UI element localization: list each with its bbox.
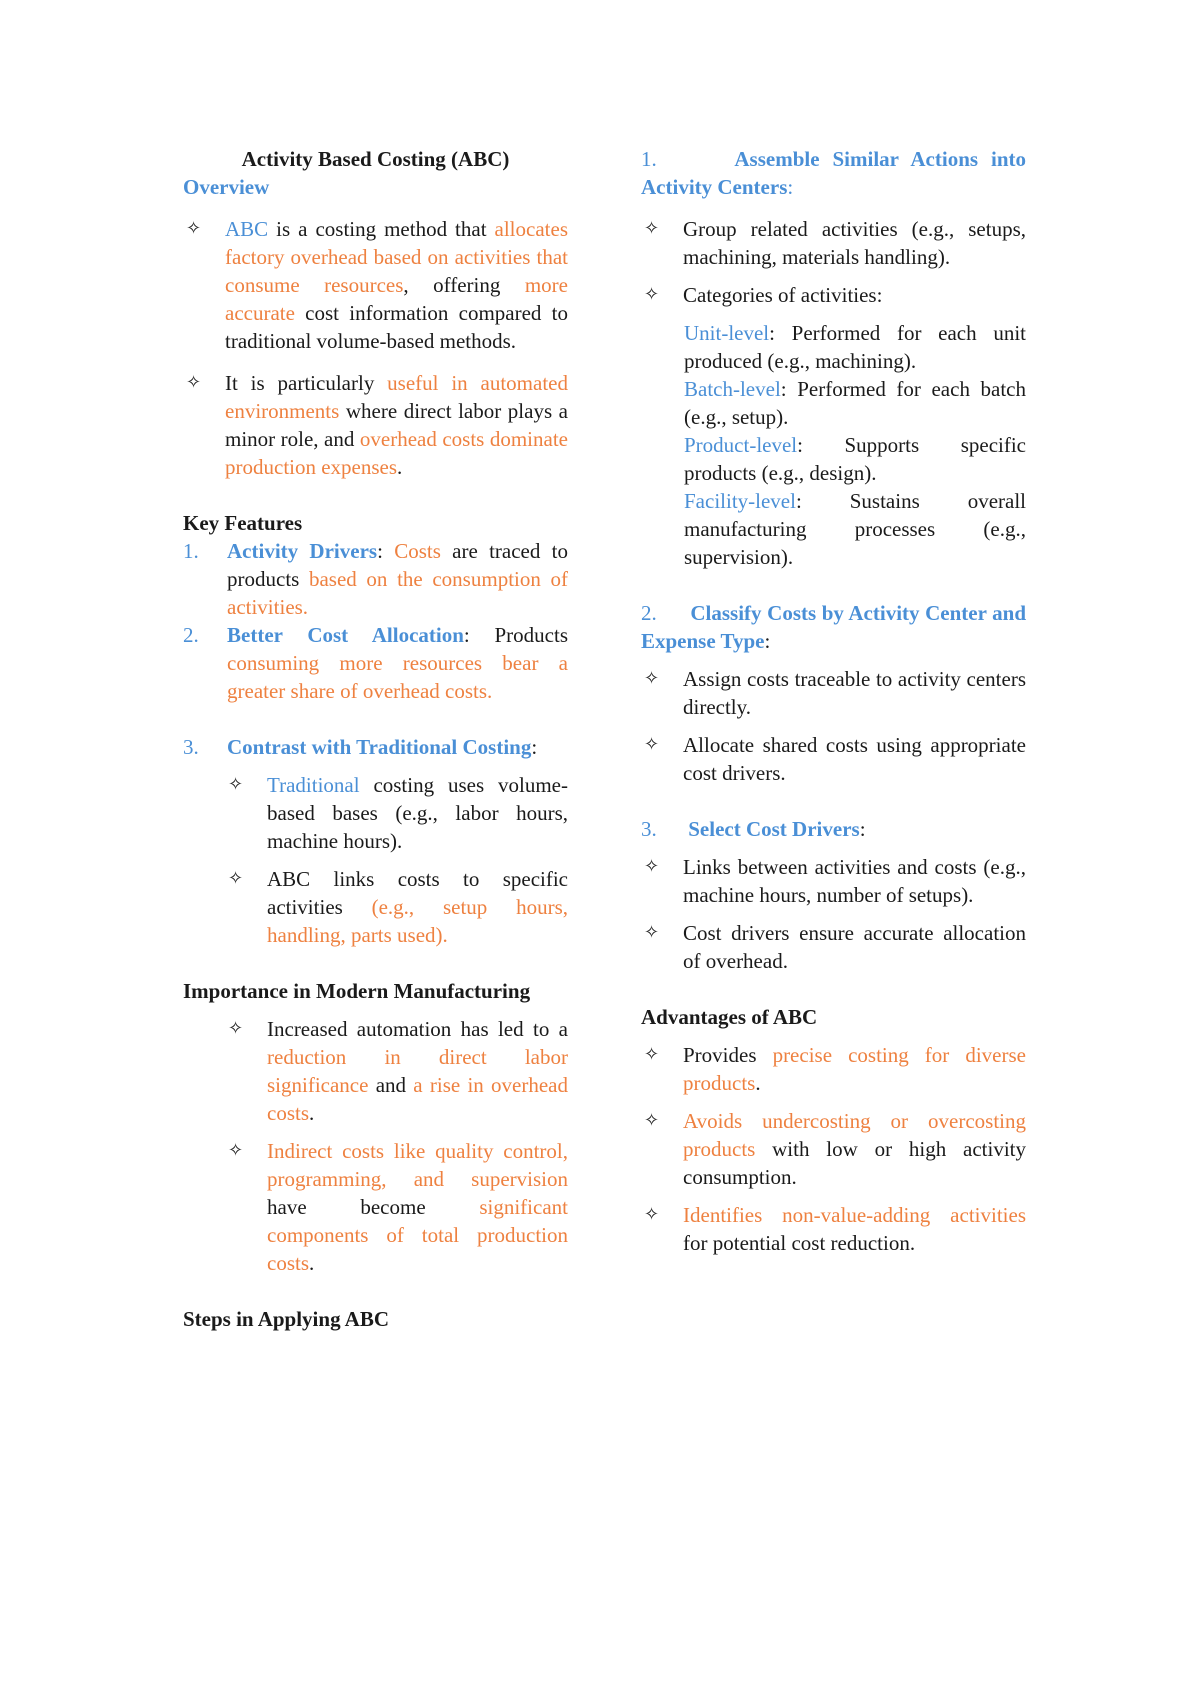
step-heading: 2. Classify Costs by Activity Center and Expense Type: bbox=[641, 601, 1027, 653]
left-column bbox=[183, 145, 568, 1333]
sparkle-bullet-icon: ✧ bbox=[644, 668, 660, 689]
right-column bbox=[641, 145, 1026, 1257]
list-item: ✧ Identifies non-value-adding activities for potential cost reduction. bbox=[644, 1203, 1026, 1255]
list-item: ✧ Increased automation has led to a reduction in direct labor significance and a rise in overhead costs. bbox=[228, 1017, 568, 1125]
list-item: ✧ Group related activities (e.g., setups, machining, materials handling). bbox=[644, 217, 1026, 269]
document-title: Activity Based Costing (ABC) bbox=[241, 147, 510, 171]
sparkle-bullet-icon: ✧ bbox=[644, 1204, 660, 1225]
sparkle-bullet-icon: ✧ bbox=[644, 218, 660, 239]
advantages-heading: Advantages of ABC bbox=[641, 1005, 818, 1029]
list-item: Product-level: Supports specific products (e.g., design). bbox=[684, 433, 1026, 485]
list-item: ✧ Provides precise costing for diverse products. bbox=[644, 1043, 1026, 1095]
step-heading: 1. Assemble Similar Actions into Activity Centers: bbox=[641, 147, 1026, 199]
sparkle-bullet-icon: ✧ bbox=[644, 922, 660, 943]
list-item: ✧ Indirect costs like quality control, programming, and supervision have become significant components of total production costs. bbox=[228, 1139, 568, 1275]
sparkle-bullet-icon: ✧ bbox=[644, 284, 660, 305]
list-item: ✧ Categories of activities: bbox=[644, 283, 883, 307]
list-item: ✧ Traditional costing uses volume-based bases (e.g., labor hours, machine hours). bbox=[228, 773, 568, 853]
sparkle-bullet-icon: ✧ bbox=[228, 774, 244, 795]
list-item: ✧ Allocate shared costs using appropriate cost drivers. bbox=[644, 733, 1026, 785]
sparkle-bullet-icon: ✧ bbox=[228, 1140, 244, 1161]
list-item: 2. Better Cost Allocation: Products consuming more resources bear a greater share of overhead costs. bbox=[183, 623, 568, 703]
list-item: ✧ Links between activities and costs (e.g., machine hours, number of setups). bbox=[644, 855, 1026, 907]
steps-heading: Steps in Applying ABC bbox=[183, 1307, 390, 1331]
importance-heading: Importance in Modern Manufacturing bbox=[183, 979, 531, 1003]
list-item: ✧ ABC is a costing method that allocates factory overhead based on activities that consume resources, offering more accurate cost information compared to traditional volume-based methods. bbox=[186, 217, 568, 353]
sparkle-bullet-icon: ✧ bbox=[644, 1044, 660, 1065]
list-item: Facility-level: Sustains overall manufacturing processes (e.g., supervision). bbox=[684, 489, 1026, 569]
list-item: 3. Contrast with Traditional Costing: bbox=[183, 735, 538, 759]
sparkle-bullet-icon: ✧ bbox=[644, 856, 660, 877]
sparkle-bullet-icon: ✧ bbox=[644, 1110, 660, 1131]
sparkle-bullet-icon: ✧ bbox=[228, 868, 244, 889]
sparkle-bullet-icon: ✧ bbox=[186, 218, 202, 239]
sparkle-bullet-icon: ✧ bbox=[644, 734, 660, 755]
sparkle-bullet-icon: ✧ bbox=[186, 372, 202, 393]
overview-heading: Overview bbox=[183, 175, 270, 199]
list-item: ✧ Assign costs traceable to activity centers directly. bbox=[644, 667, 1026, 719]
list-item: Unit-level: Performed for each unit produced (e.g., machining). bbox=[684, 321, 1026, 373]
list-item: ✧ Cost drivers ensure accurate allocation of overhead. bbox=[644, 921, 1026, 973]
sparkle-bullet-icon: ✧ bbox=[228, 1018, 244, 1039]
key-features-heading: Key Features bbox=[183, 511, 303, 535]
list-item: ✧ ABC links costs to specific activities (e.g., setup hours, handling, parts used). bbox=[228, 867, 568, 947]
list-item: Batch-level: Performed for each batch (e.g., setup). bbox=[684, 377, 1026, 429]
list-item: ✧ Avoids undercosting or overcosting products with low or high activity consumption. bbox=[644, 1109, 1026, 1189]
list-item: 1. Activity Drivers: Costs are traced to products based on the consumption of activities. bbox=[183, 539, 568, 619]
list-item: ✧ It is particularly useful in automated environments where direct labor plays a minor role, and overhead costs dominate production expenses. bbox=[186, 371, 568, 479]
step-heading: 3. Select Cost Drivers: bbox=[641, 817, 866, 841]
